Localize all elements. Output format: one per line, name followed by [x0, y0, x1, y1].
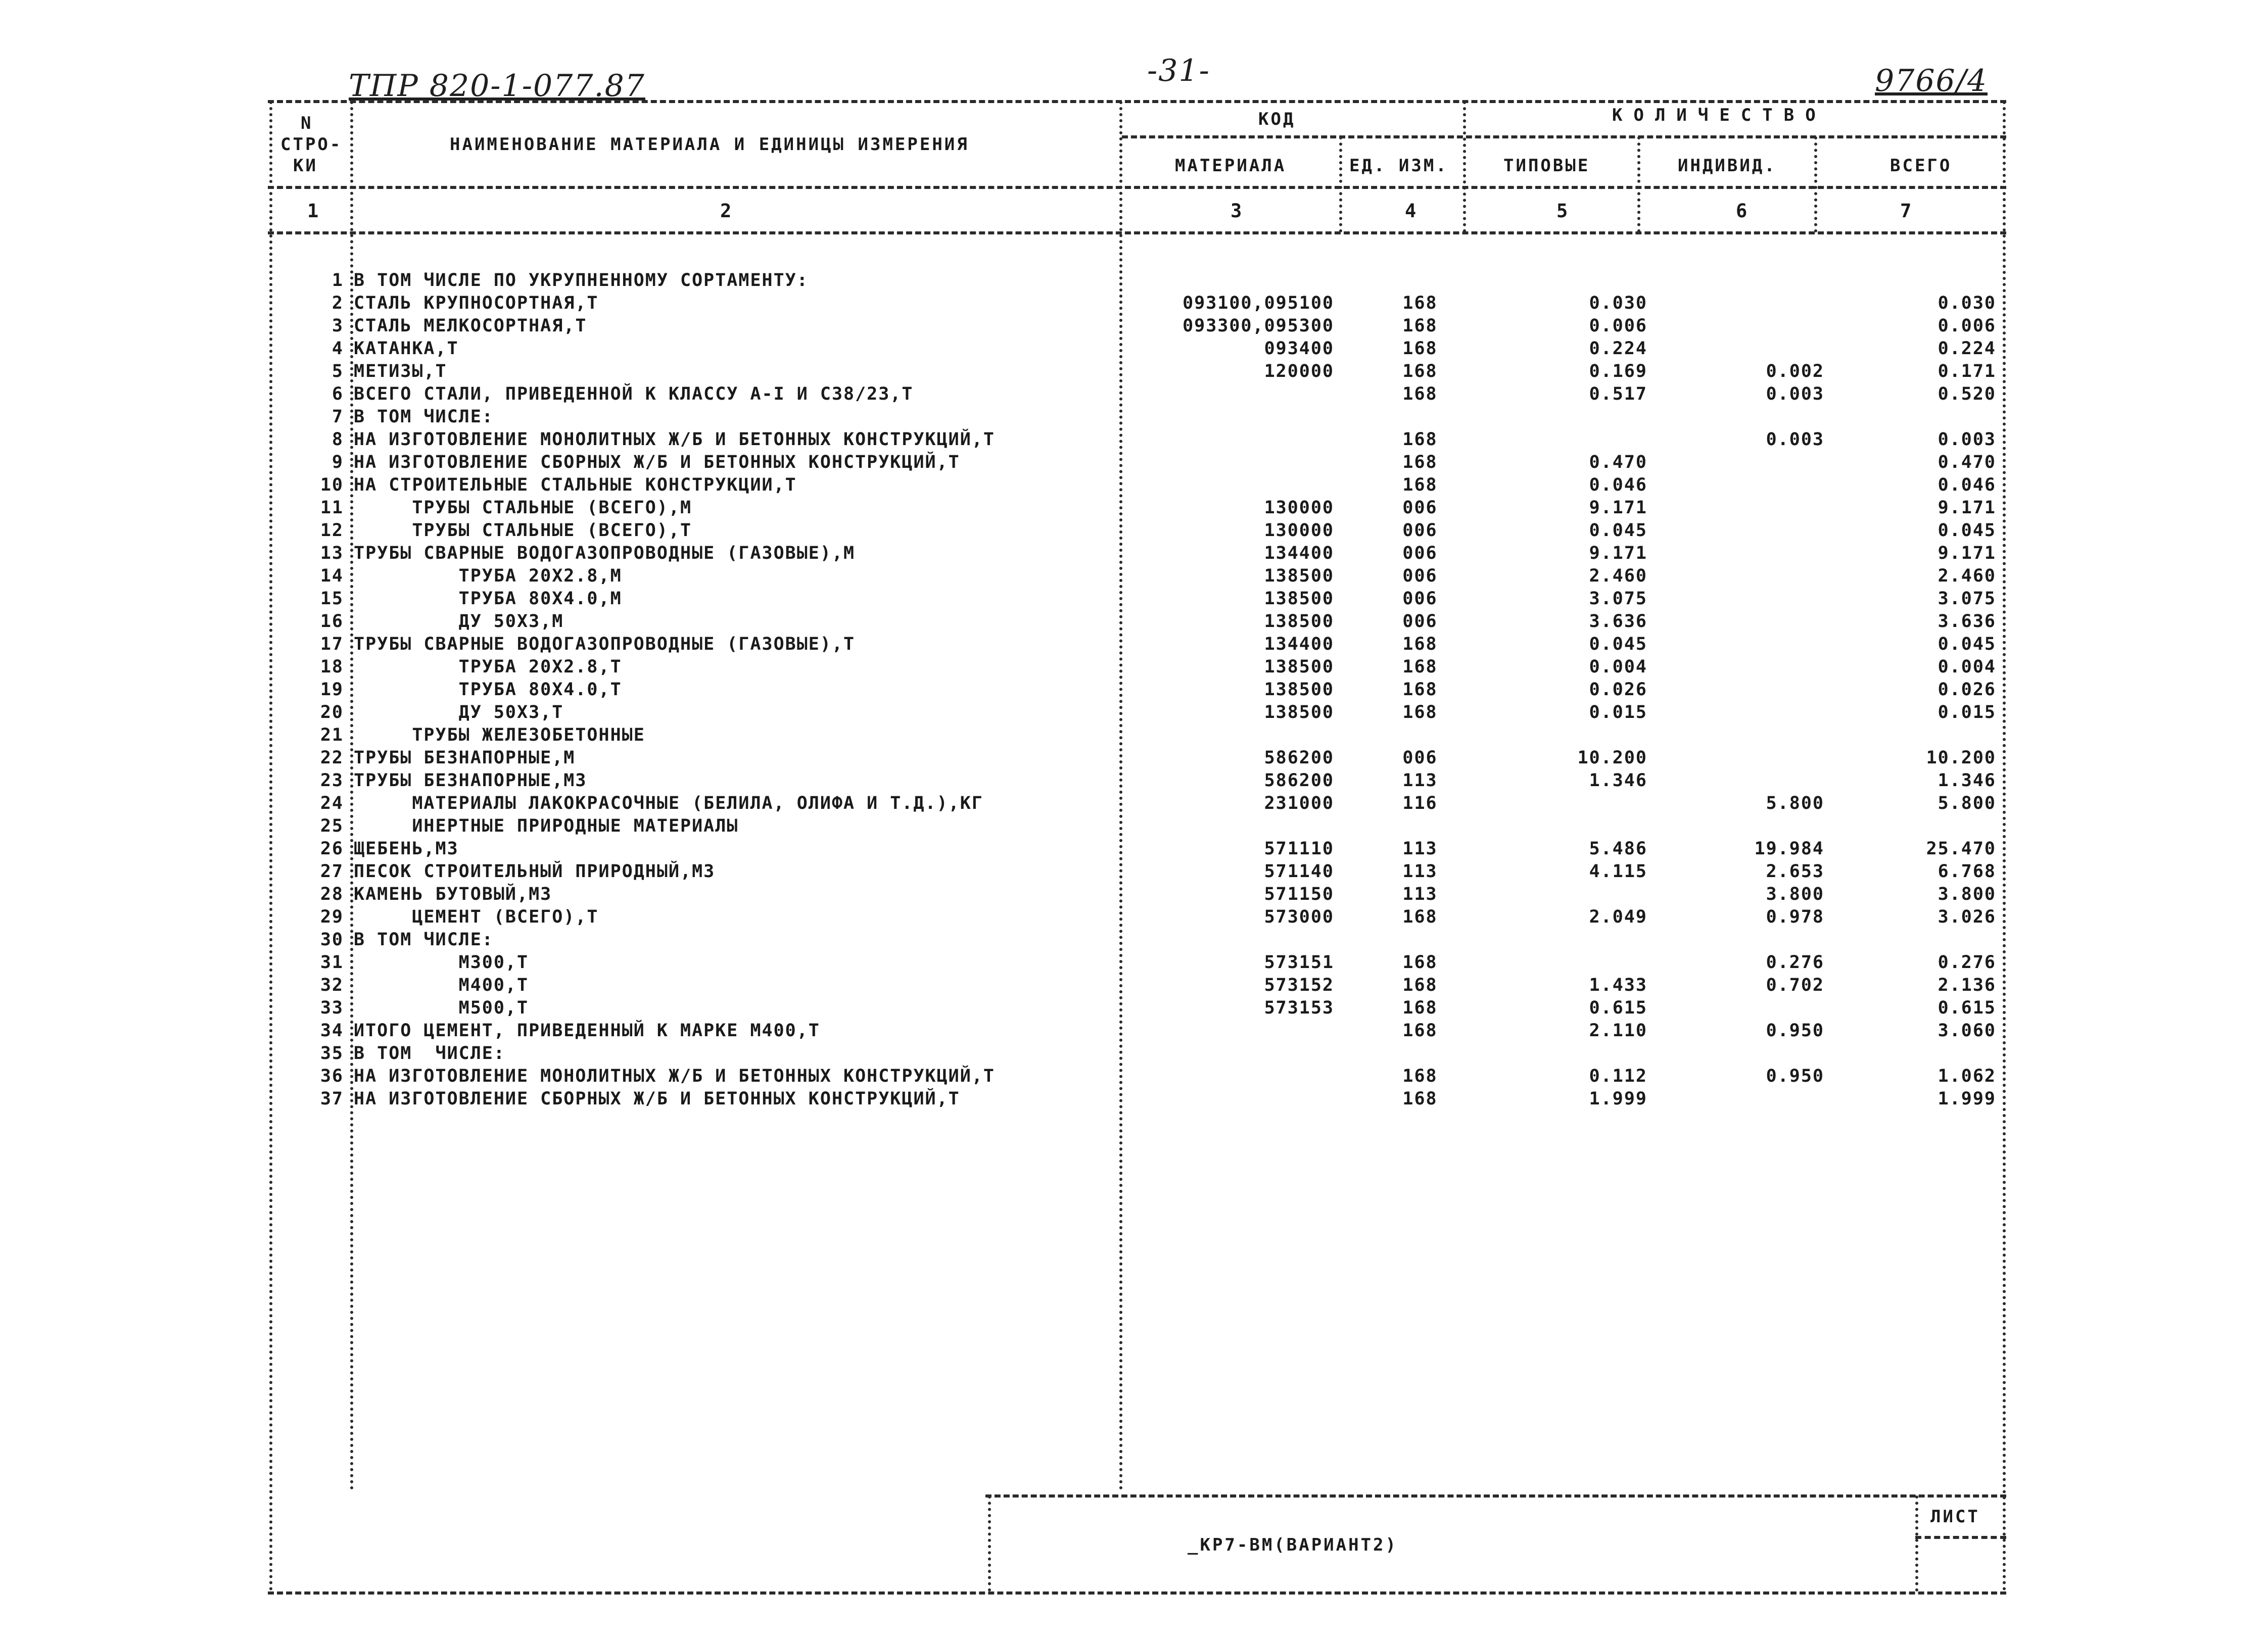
table-row [0, 861, 2268, 884]
material-name: СТАЛЬ МЕЛКОСОРТНАЯ,Т [354, 316, 587, 336]
material-name: В ТОМ ЧИСЛЕ: [354, 1043, 505, 1064]
row-number: 28 [320, 884, 344, 904]
unit-code: 006 [1402, 543, 1438, 563]
unit-code: 168 [1402, 680, 1438, 700]
row-number: 29 [320, 907, 344, 927]
row-number: 16 [320, 611, 344, 632]
row-number: 1 [332, 270, 344, 291]
material-code: 138500 [1264, 680, 1334, 700]
table-row [0, 680, 2268, 702]
material-code: 231000 [1264, 793, 1334, 813]
unit-code: 113 [1402, 839, 1438, 859]
unit-code: 168 [1402, 1066, 1438, 1086]
unit-code: 168 [1402, 702, 1438, 722]
material-name: КАМЕНЬ БУТОВЫЙ,М3 [354, 884, 552, 904]
material-name: М300,Т [354, 952, 529, 973]
header-num-line3: КИ [293, 156, 318, 176]
total-qty: 0.006 [1938, 316, 1996, 336]
table-row [0, 566, 2268, 588]
material-name: ТРУБЫ СВАРНЫЕ ВОДОГАЗОПРОВОДНЫЕ (ГАЗОВЫЕ),М [354, 543, 856, 563]
table-row [0, 702, 2268, 725]
row-number: 14 [320, 566, 344, 586]
table-row [0, 839, 2268, 861]
typical-qty: 0.006 [1589, 316, 1647, 336]
material-name: В ТОМ ЧИСЛЕ ПО УКРУПНЕННОМУ СОРТАМЕНТУ: [354, 270, 809, 291]
total-qty: 1.999 [1938, 1089, 1996, 1109]
total-qty: 0.520 [1938, 384, 1996, 404]
material-name: ТРУБА 20Х2.8,Т [354, 657, 622, 677]
unit-code: 168 [1402, 657, 1438, 677]
row-number: 22 [320, 748, 344, 768]
table-row [0, 543, 2268, 565]
individual-qty: 0.950 [1766, 1066, 1824, 1086]
row-number: 7 [332, 407, 344, 427]
total-qty: 9.171 [1938, 543, 1996, 563]
material-code: 571110 [1264, 839, 1334, 859]
total-qty: 5.800 [1938, 793, 1996, 813]
unit-code: 168 [1402, 384, 1438, 404]
typical-qty: 0.004 [1589, 657, 1647, 677]
typical-qty: 0.169 [1589, 361, 1647, 381]
material-code: 138500 [1264, 566, 1334, 586]
unit-code: 006 [1402, 520, 1438, 541]
table-row [0, 930, 2268, 952]
row-number: 11 [320, 498, 344, 518]
typical-qty: 0.224 [1589, 339, 1647, 359]
material-name: ДУ 50Х3,Т [354, 702, 564, 722]
table-row [0, 816, 2268, 838]
table-row [0, 293, 2268, 315]
table-row [0, 475, 2268, 497]
row-number: 3 [332, 316, 344, 336]
typical-qty: 0.045 [1589, 520, 1647, 541]
unit-code: 168 [1402, 361, 1438, 381]
individual-qty: 0.950 [1766, 1021, 1824, 1041]
header-code-group: КОД [1258, 109, 1296, 129]
header-name-col: НАИМЕНОВАНИЕ МАТЕРИАЛА И ЕДИНИЦЫ ИЗМЕРЕНИЯ [450, 134, 969, 155]
table-row [0, 339, 2268, 361]
table-row [0, 998, 2268, 1020]
material-name: ТРУБА 80Х4.0,Т [354, 680, 622, 700]
total-qty: 9.171 [1938, 498, 1996, 518]
total-qty: 1.062 [1938, 1066, 1996, 1086]
individual-qty: 0.978 [1766, 907, 1824, 927]
material-name: В ТОМ ЧИСЛЕ: [354, 407, 494, 427]
total-qty: 25.470 [1926, 839, 1996, 859]
material-code: 138500 [1264, 611, 1334, 632]
total-qty: 0.276 [1938, 952, 1996, 973]
individual-qty: 0.702 [1766, 975, 1824, 995]
table-row [0, 520, 2268, 543]
total-qty: 10.200 [1926, 748, 1996, 768]
material-code: 093400 [1264, 339, 1334, 359]
unit-code: 168 [1402, 975, 1438, 995]
material-name: МЕТИЗЫ,Т [354, 361, 447, 381]
table-row [0, 498, 2268, 520]
total-qty: 1.346 [1938, 770, 1996, 791]
total-qty: 3.026 [1938, 907, 1996, 927]
material-name: ТРУБЫ БЕЗНАПОРНЫЕ,М3 [354, 770, 587, 791]
individual-qty: 2.653 [1766, 861, 1824, 882]
material-code: 130000 [1264, 498, 1334, 518]
material-name: ВСЕГО СТАЛИ, ПРИВЕДЕННОЙ К КЛАССУ А-I И С38/23,Т [354, 384, 914, 404]
unit-code: 006 [1402, 748, 1438, 768]
row-number: 25 [320, 816, 344, 836]
typical-qty: 2.110 [1589, 1021, 1647, 1041]
table-row [0, 1066, 2268, 1088]
total-qty: 0.045 [1938, 634, 1996, 654]
row-number: 6 [332, 384, 344, 404]
index-1: 1 [307, 200, 320, 222]
unit-code: 116 [1402, 793, 1438, 813]
typical-qty: 0.026 [1589, 680, 1647, 700]
individual-qty: 19.984 [1754, 839, 1824, 859]
material-code: 573000 [1264, 907, 1334, 927]
material-name: М400,Т [354, 975, 529, 995]
material-code: 130000 [1264, 520, 1334, 541]
row-number: 34 [320, 1021, 344, 1041]
total-qty: 3.800 [1938, 884, 1996, 904]
unit-code: 168 [1402, 1089, 1438, 1109]
unit-code: 113 [1402, 770, 1438, 791]
footer-stamp: _КР7-ВМ(ВАРИАНТ2) [1188, 1535, 1398, 1555]
row-number: 17 [320, 634, 344, 654]
typical-qty: 3.075 [1589, 589, 1647, 609]
row-number: 36 [320, 1066, 344, 1086]
row-number: 21 [320, 725, 344, 745]
total-qty: 6.768 [1938, 861, 1996, 882]
material-name: ТРУБЫ БЕЗНАПОРНЫЕ,М [354, 748, 576, 768]
material-code: 120000 [1264, 361, 1334, 381]
row-number: 27 [320, 861, 344, 882]
total-qty: 3.075 [1938, 589, 1996, 609]
material-name: КАТАНКА,Т [354, 339, 459, 359]
material-name: ЩЕБЕНЬ,М3 [354, 839, 459, 859]
typical-qty: 9.171 [1589, 543, 1647, 563]
material-code: 573152 [1264, 975, 1334, 995]
typical-qty: 1.999 [1589, 1089, 1647, 1109]
typical-qty: 0.517 [1589, 384, 1647, 404]
material-name: ПЕСОК СТРОИТЕЛЬНЫЙ ПРИРОДНЫЙ,М3 [354, 861, 716, 882]
header-unit-col: ЕД. ИЗМ. [1349, 156, 1448, 176]
individual-qty: 0.276 [1766, 952, 1824, 973]
material-name: ТРУБЫ СТАЛЬНЫЕ (ВСЕГО),М [354, 498, 692, 518]
material-name: МАТЕРИАЛЫ ЛАКОКРАСОЧНЫЕ (БЕЛИЛА, ОЛИФА И Т.Д.),КГ [354, 793, 983, 813]
total-qty: 2.136 [1938, 975, 1996, 995]
total-qty: 0.045 [1938, 520, 1996, 541]
index-6: 6 [1736, 200, 1749, 222]
row-number: 20 [320, 702, 344, 722]
typical-qty: 5.486 [1589, 839, 1647, 859]
unit-code: 168 [1402, 998, 1438, 1018]
index-4: 4 [1405, 200, 1418, 222]
typical-qty: 0.112 [1589, 1066, 1647, 1086]
row-number: 26 [320, 839, 344, 859]
unit-code: 006 [1402, 611, 1438, 632]
row-number: 32 [320, 975, 344, 995]
index-3: 3 [1231, 200, 1243, 222]
table-row [0, 975, 2268, 997]
row-number: 13 [320, 543, 344, 563]
total-qty: 0.004 [1938, 657, 1996, 677]
table-row [0, 634, 2268, 656]
material-code: 093100,095100 [1183, 293, 1334, 313]
material-name: ИТОГО ЦЕМЕНТ, ПРИВЕДЕННЫЙ К МАРКЕ М400,Т [354, 1021, 820, 1041]
table-row [0, 429, 2268, 452]
material-name: ТРУБА 20Х2.8,М [354, 566, 622, 586]
material-code: 573153 [1264, 998, 1334, 1018]
total-qty: 0.224 [1938, 339, 1996, 359]
table-row [0, 952, 2268, 975]
table-row [0, 1021, 2268, 1043]
typical-qty: 1.433 [1589, 975, 1647, 995]
typical-qty: 3.636 [1589, 611, 1647, 632]
typical-qty: 1.346 [1589, 770, 1647, 791]
material-name: ИНЕРТНЫЕ ПРИРОДНЫЕ МАТЕРИАЛЫ [354, 816, 739, 836]
unit-code: 006 [1402, 498, 1438, 518]
unit-code: 168 [1402, 452, 1438, 472]
row-number: 33 [320, 998, 344, 1018]
total-qty: 0.046 [1938, 475, 1996, 495]
row-number: 19 [320, 680, 344, 700]
row-number: 30 [320, 930, 344, 950]
material-code: 093300,095300 [1183, 316, 1334, 336]
row-number: 5 [332, 361, 344, 381]
table-row [0, 1043, 2268, 1066]
row-number: 35 [320, 1043, 344, 1064]
material-code: 571140 [1264, 861, 1334, 882]
header-material-col: МАТЕРИАЛА [1175, 156, 1287, 176]
page-number: -31- [1147, 53, 1210, 88]
total-qty: 0.171 [1938, 361, 1996, 381]
index-2: 2 [720, 200, 733, 222]
header-num-line2: СТРО- [280, 134, 343, 155]
row-number: 4 [332, 339, 344, 359]
row-number: 2 [332, 293, 344, 313]
header-num-line1: N [301, 113, 313, 133]
unit-code: 168 [1402, 475, 1438, 495]
total-qty: 0.026 [1938, 680, 1996, 700]
typical-qty: 10.200 [1577, 748, 1647, 768]
row-number: 15 [320, 589, 344, 609]
table-row [0, 316, 2268, 338]
table-row [0, 384, 2268, 406]
individual-qty: 3.800 [1766, 884, 1824, 904]
table-row [0, 725, 2268, 747]
row-number: 9 [332, 452, 344, 472]
typical-qty: 0.615 [1589, 998, 1647, 1018]
table-row [0, 611, 2268, 634]
unit-code: 006 [1402, 589, 1438, 609]
unit-code: 168 [1402, 907, 1438, 927]
unit-code: 113 [1402, 884, 1438, 904]
material-code: 571150 [1264, 884, 1334, 904]
row-number: 31 [320, 952, 344, 973]
table-row [0, 452, 2268, 474]
row-number: 37 [320, 1089, 344, 1109]
unit-code: 168 [1402, 952, 1438, 973]
table-row [0, 657, 2268, 679]
row-number: 12 [320, 520, 344, 541]
unit-code: 168 [1402, 1021, 1438, 1041]
unit-code: 168 [1402, 339, 1438, 359]
table-row [0, 793, 2268, 815]
individual-qty: 0.002 [1766, 361, 1824, 381]
material-name: ТРУБЫ ЖЕЛЕЗОБЕТОННЫЕ [354, 725, 645, 745]
row-number: 23 [320, 770, 344, 791]
unit-code: 168 [1402, 429, 1438, 450]
table-row [0, 407, 2268, 429]
sheet-label: ЛИСТ [1930, 1507, 1980, 1527]
typical-qty: 2.460 [1589, 566, 1647, 586]
typical-qty: 0.470 [1589, 452, 1647, 472]
material-code: 586200 [1264, 748, 1334, 768]
total-qty: 0.615 [1938, 998, 1996, 1018]
material-name: ТРУБЫ СВАРНЫЕ ВОДОГАЗОПРОВОДНЫЕ (ГАЗОВЫЕ),Т [354, 634, 856, 654]
material-code: 134400 [1264, 543, 1334, 563]
table-row [0, 748, 2268, 770]
total-qty: 2.460 [1938, 566, 1996, 586]
material-name: ТРУБА 80Х4.0,М [354, 589, 622, 609]
individual-qty: 0.003 [1766, 429, 1824, 450]
total-qty: 0.003 [1938, 429, 1996, 450]
material-name: СТАЛЬ КРУПНОСОРТНАЯ,Т [354, 293, 599, 313]
unit-code: 168 [1402, 293, 1438, 313]
material-code: 138500 [1264, 589, 1334, 609]
material-name: НА ИЗГОТОВЛЕНИЕ СБОРНЫХ Ж/Б И БЕТОННЫХ КОНСТРУКЦИЙ,Т [354, 452, 960, 472]
total-qty: 0.015 [1938, 702, 1996, 722]
material-code: 138500 [1264, 702, 1334, 722]
material-name: НА ИЗГОТОВЛЕНИЕ СБОРНЫХ Ж/Б И БЕТОННЫХ КОНСТРУКЦИЙ,Т [354, 1089, 960, 1109]
individual-qty: 5.800 [1766, 793, 1824, 813]
index-5: 5 [1556, 200, 1569, 222]
row-number: 24 [320, 793, 344, 813]
index-7: 7 [1900, 200, 1913, 222]
table-row [0, 907, 2268, 929]
table-row [0, 589, 2268, 611]
material-name: НА ИЗГОТОВЛЕНИЕ МОНОЛИТНЫХ Ж/Б И БЕТОННЫХ КОНСТРУКЦИЙ,Т [354, 429, 995, 450]
material-code: 586200 [1264, 770, 1334, 791]
typical-qty: 4.115 [1589, 861, 1647, 882]
header-total-col: ВСЕГО [1890, 156, 1952, 176]
material-name: ДУ 50Х3,М [354, 611, 564, 632]
header-quantity-group: КОЛИЧЕСТВО [1612, 105, 1827, 125]
total-qty: 0.030 [1938, 293, 1996, 313]
table-row [0, 1089, 2268, 1111]
table-row [0, 270, 2268, 293]
material-name: НА СТРОИТЕЛЬНЫЕ СТАЛЬНЫЕ КОНСТРУКЦИИ,Т [354, 475, 797, 495]
material-code: 138500 [1264, 657, 1334, 677]
typical-qty: 0.030 [1589, 293, 1647, 313]
material-code: 134400 [1264, 634, 1334, 654]
album-number-handwritten: 9766/4 [1875, 63, 1988, 99]
typical-qty: 9.171 [1589, 498, 1647, 518]
doc-code-handwritten: ТПР 820-1-077.87 [349, 68, 645, 104]
unit-code: 168 [1402, 634, 1438, 654]
unit-code: 006 [1402, 566, 1438, 586]
header-typical-col: ТИПОВЫЕ [1503, 156, 1590, 176]
unit-code: 113 [1402, 861, 1438, 882]
typical-qty: 2.049 [1589, 907, 1647, 927]
total-qty: 3.060 [1938, 1021, 1996, 1041]
unit-code: 168 [1402, 316, 1438, 336]
row-number: 8 [332, 429, 344, 450]
typical-qty: 0.046 [1589, 475, 1647, 495]
total-qty: 0.470 [1938, 452, 1996, 472]
individual-qty: 0.003 [1766, 384, 1824, 404]
typical-qty: 0.045 [1589, 634, 1647, 654]
material-name: В ТОМ ЧИСЛЕ: [354, 930, 494, 950]
material-name: НА ИЗГОТОВЛЕНИЕ МОНОЛИТНЫХ Ж/Б И БЕТОННЫХ КОНСТРУКЦИЙ,Т [354, 1066, 995, 1086]
total-qty: 3.636 [1938, 611, 1996, 632]
material-code: 573151 [1264, 952, 1334, 973]
material-name: М500,Т [354, 998, 529, 1018]
table-row [0, 770, 2268, 793]
typical-qty: 0.015 [1589, 702, 1647, 722]
row-number: 10 [320, 475, 344, 495]
material-name: ТРУБЫ СТАЛЬНЫЕ (ВСЕГО),Т [354, 520, 692, 541]
header-individual-col: ИНДИВИД. [1678, 156, 1777, 176]
table-row [0, 884, 2268, 906]
table-row [0, 361, 2268, 383]
material-name: ЦЕМЕНТ (ВСЕГО),Т [354, 907, 599, 927]
row-number: 18 [320, 657, 344, 677]
